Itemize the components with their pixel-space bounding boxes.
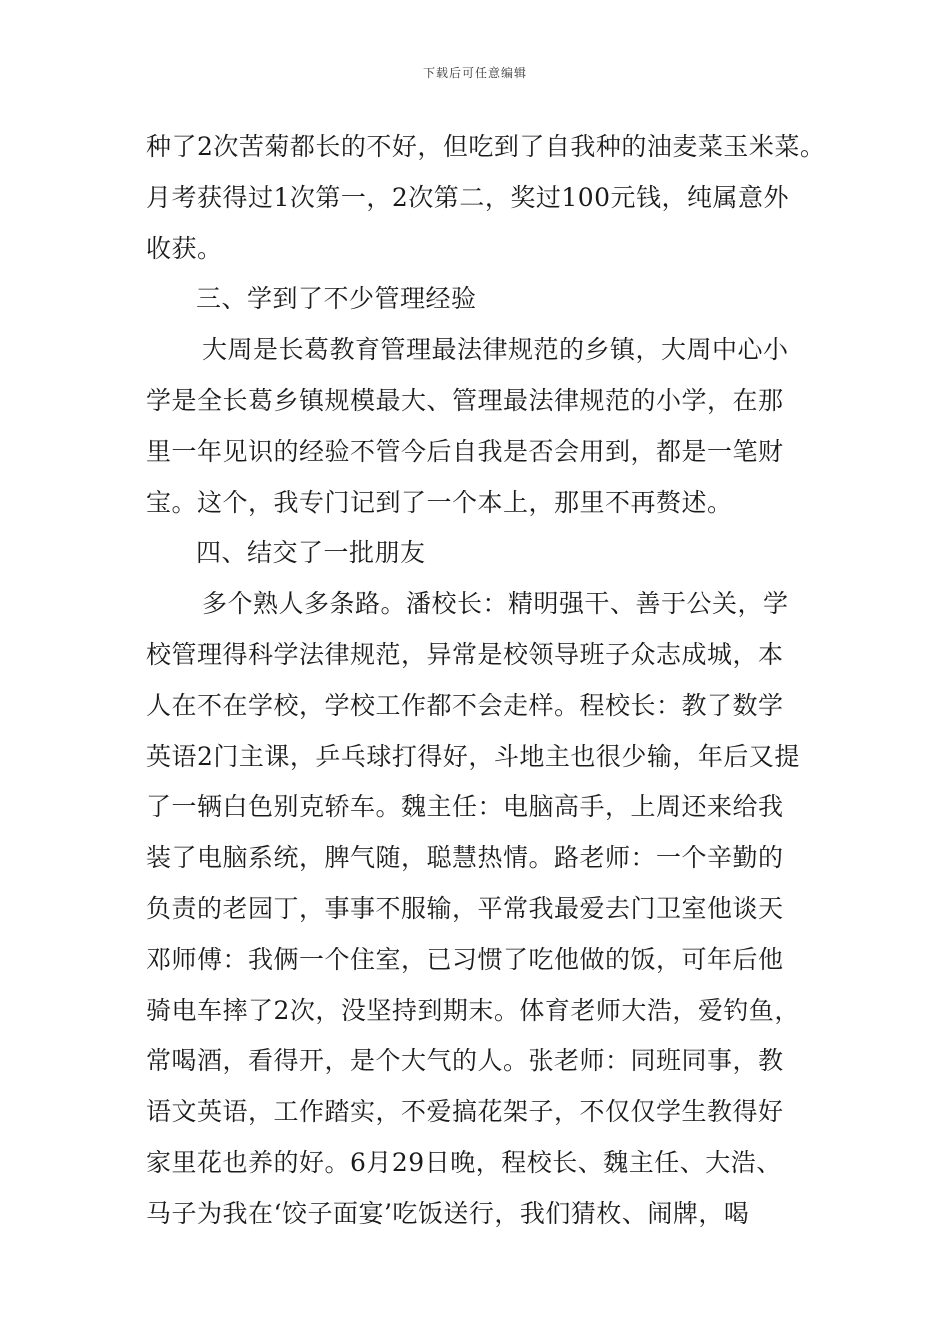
text-line: 月考获得过1次第一，2次第二，奖过100元钱，纯属意外 — [146, 182, 790, 212]
page-header: 下载后可任意编辑 — [422, 66, 527, 80]
text-line: 种了2次苦菊都长的不好，但吃到了自我种的油麦菜玉米菜。 — [146, 132, 826, 161]
text-line: 里一年见识的经验不管今后自我是否会用到，都是一笔财 — [146, 436, 784, 466]
text-line: 了一辆白色别克轿车。魏主任：电脑高手，上周还来给我 — [146, 792, 784, 822]
text-line: 常喝酒，看得开，是个大气的人。张老师：同班同事，教 — [146, 1046, 784, 1076]
text-line: 家里花也养的好。6月29日晚，程校长、魏主任、大浩、 — [146, 1147, 782, 1177]
text-line: 骑电车摔了2次，没坚持到期末。体育老师大浩，爱钓鱼， — [146, 995, 800, 1025]
document-body — [146, 122, 836, 1240]
text-line: 收获。 — [146, 233, 223, 263]
text-line: 语文英语，工作踏实，不爱搞花架子，不仅仅学生教得好 — [146, 1097, 784, 1127]
text-line: 大周是长葛教育管理最法律规范的乡镇，大周中心小 — [202, 335, 789, 365]
text-line: 校管理得科学法律规范，异常是校领导班子众志成城，本 — [146, 639, 784, 669]
text-line: 邓师傅：我俩一个住室，已习惯了吃他做的饭，可年后他 — [146, 944, 784, 974]
text-line: 装了电脑系统，脾气随，聪慧热情。路老师：一个辛勤的 — [146, 843, 784, 873]
text-line: 英语2门主课，乒乓球打得好，斗地主也很少输，年后又提 — [146, 741, 800, 771]
text-line: 人在不在学校，学校工作都不会走样。程校长：教了数学 — [146, 690, 784, 720]
text-line: 多个熟人多条路。潘校长：精明强干、善于公关，学 — [202, 589, 789, 619]
text-line: 马子为我在‘饺子面宴’吃饭送行，我们猜枚、闹牌，喝 — [146, 1198, 750, 1228]
text-line: 学是全长葛乡镇规模最大、管理最法律规范的小学，在那 — [146, 385, 784, 415]
text-line: 负责的老园丁，事事不服输，平常我最爱去门卫室他谈天 — [146, 893, 784, 923]
text-line: 宝。这个，我专门记到了一个本上，那里不再赘述。 — [146, 487, 733, 517]
section-heading: 三、学到了不少管理经验 — [196, 284, 477, 314]
section-heading: 四、结交了一批朋友 — [196, 538, 426, 568]
